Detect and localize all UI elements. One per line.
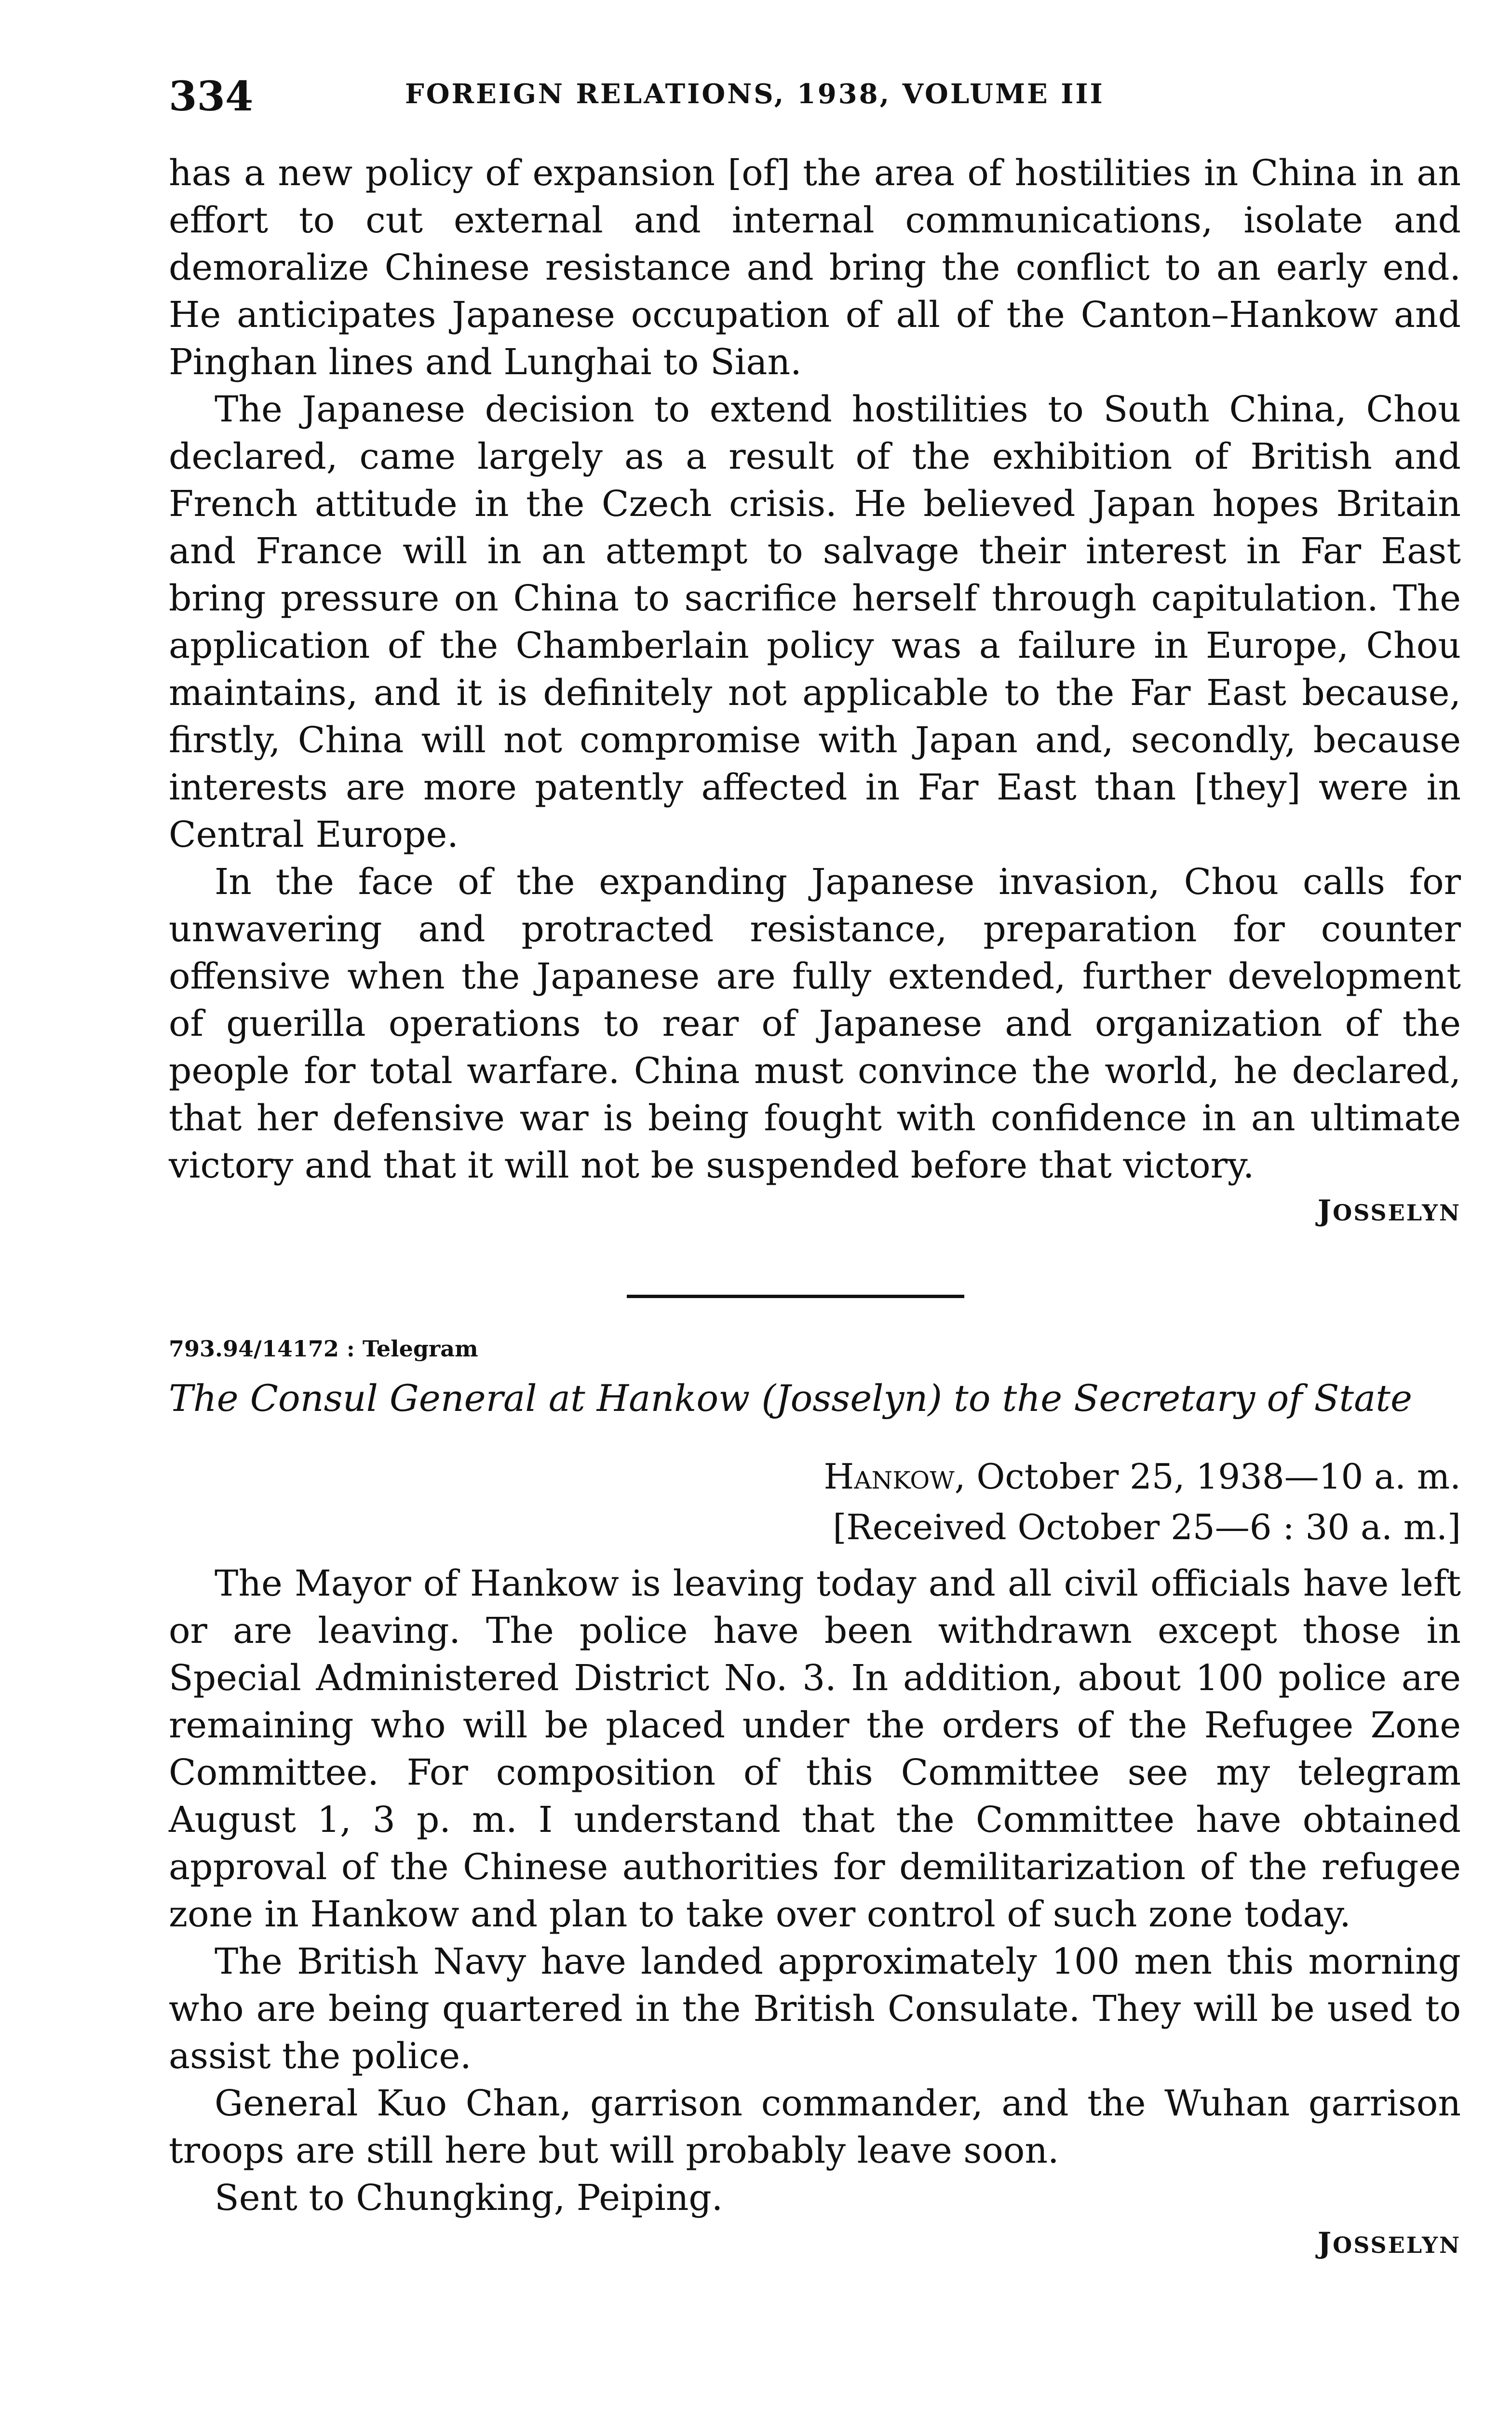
document-title: The Consul General at Hankow (Josselyn) to the Secretary of State — [169, 1377, 1412, 1420]
signature-initial: J — [1317, 2226, 1333, 2260]
paragraph: The British Navy have landed approximately 100 men this morning who are being quartered in the British Consulate. They will be used to assist the police. — [169, 1941, 1461, 2077]
paragraph: The Mayor of Hankow is leaving today and all civil officials have left or are leaving. The police have been withdrawn except those in Special Administered District No. 3. In addition, about 100 police are remaining who will be placed under the orders of the Refugee Zone Committee. For composition of this Committee see my telegram August 1, 3 p. m. I understand that the Committee have obtained approval of the Chinese authorities for demilitarization of the refugee zone in Hankow and plan to take over control of such zone today. — [169, 1563, 1461, 1935]
signature — [169, 1194, 1461, 1228]
signature-rest: OSSELYN — [1333, 1200, 1461, 1226]
paragraph: General Kuo Chan, garrison commander, and the Wuhan garrison troops are still here but will probably leave soon. — [169, 2083, 1461, 2171]
previous-document-text — [169, 149, 1461, 1228]
paragraph: Sent to Chungking, Peiping. — [215, 2177, 723, 2219]
received-line: [Received October 25—6 : 30 a. m.] — [833, 1507, 1461, 1547]
section-divider — [627, 1295, 964, 1298]
paragraph: The Japanese decision to extend hostilities to South China, Chou declared, came largely as a result of the exhibition of British and French attitude in the Czech crisis. He believed Japan hopes Britain and France will in an attempt to salvage their interest in Far East bring pressure on China to sacrifice herself through capitulation. The application of the Chamberlain policy was a failure in Europe, Chou maintains, and it is definitely not applicable to the Far East because, firstly, China will not compromise with Japan and, secondly, because interests are more patently affected in Far East than [they] were in Central Europe. — [169, 389, 1461, 855]
running-title: FOREIGN RELATIONS, 1938, VOLUME III — [405, 78, 1105, 110]
paragraph: In the face of the expanding Japanese invasion, Chou calls for unwavering and protracted resistance, preparation for counter offensive when the Japanese are fully extended, further development of guerilla operations to rear of Japanese and organization of the people for total warfare. China must convince the world, he declared, that her defensive war is being fought with confidence in an ultimate victory and that it will not be suspended before that victory. — [169, 861, 1461, 1186]
paragraph: has a new policy of expansion [of] the area of hostilities in China in an effort to cut external and internal communications, isolate and demoralize Chinese resistance and bring the conflict to an early end. He anticipates Japanese occupation of all of the Canton–Hankow and Pinghan lines and Lunghai to Sian. — [169, 152, 1461, 383]
running-header — [169, 72, 1461, 125]
dateline — [824, 1451, 1461, 1553]
sent-line — [824, 1451, 1461, 1502]
dateline-time: , October 25, 1938—10 a. m. — [954, 1456, 1461, 1497]
telegram-body — [169, 1560, 1461, 2260]
file-reference: 793.94/14172 : Telegram — [169, 1336, 478, 1362]
page-number: 334 — [169, 72, 254, 120]
dateline-place: Hankow — [824, 1456, 955, 1497]
signature-rest: OSSELYN — [1333, 2232, 1461, 2258]
signature — [169, 2226, 1461, 2260]
signature-initial: J — [1317, 1194, 1333, 1228]
